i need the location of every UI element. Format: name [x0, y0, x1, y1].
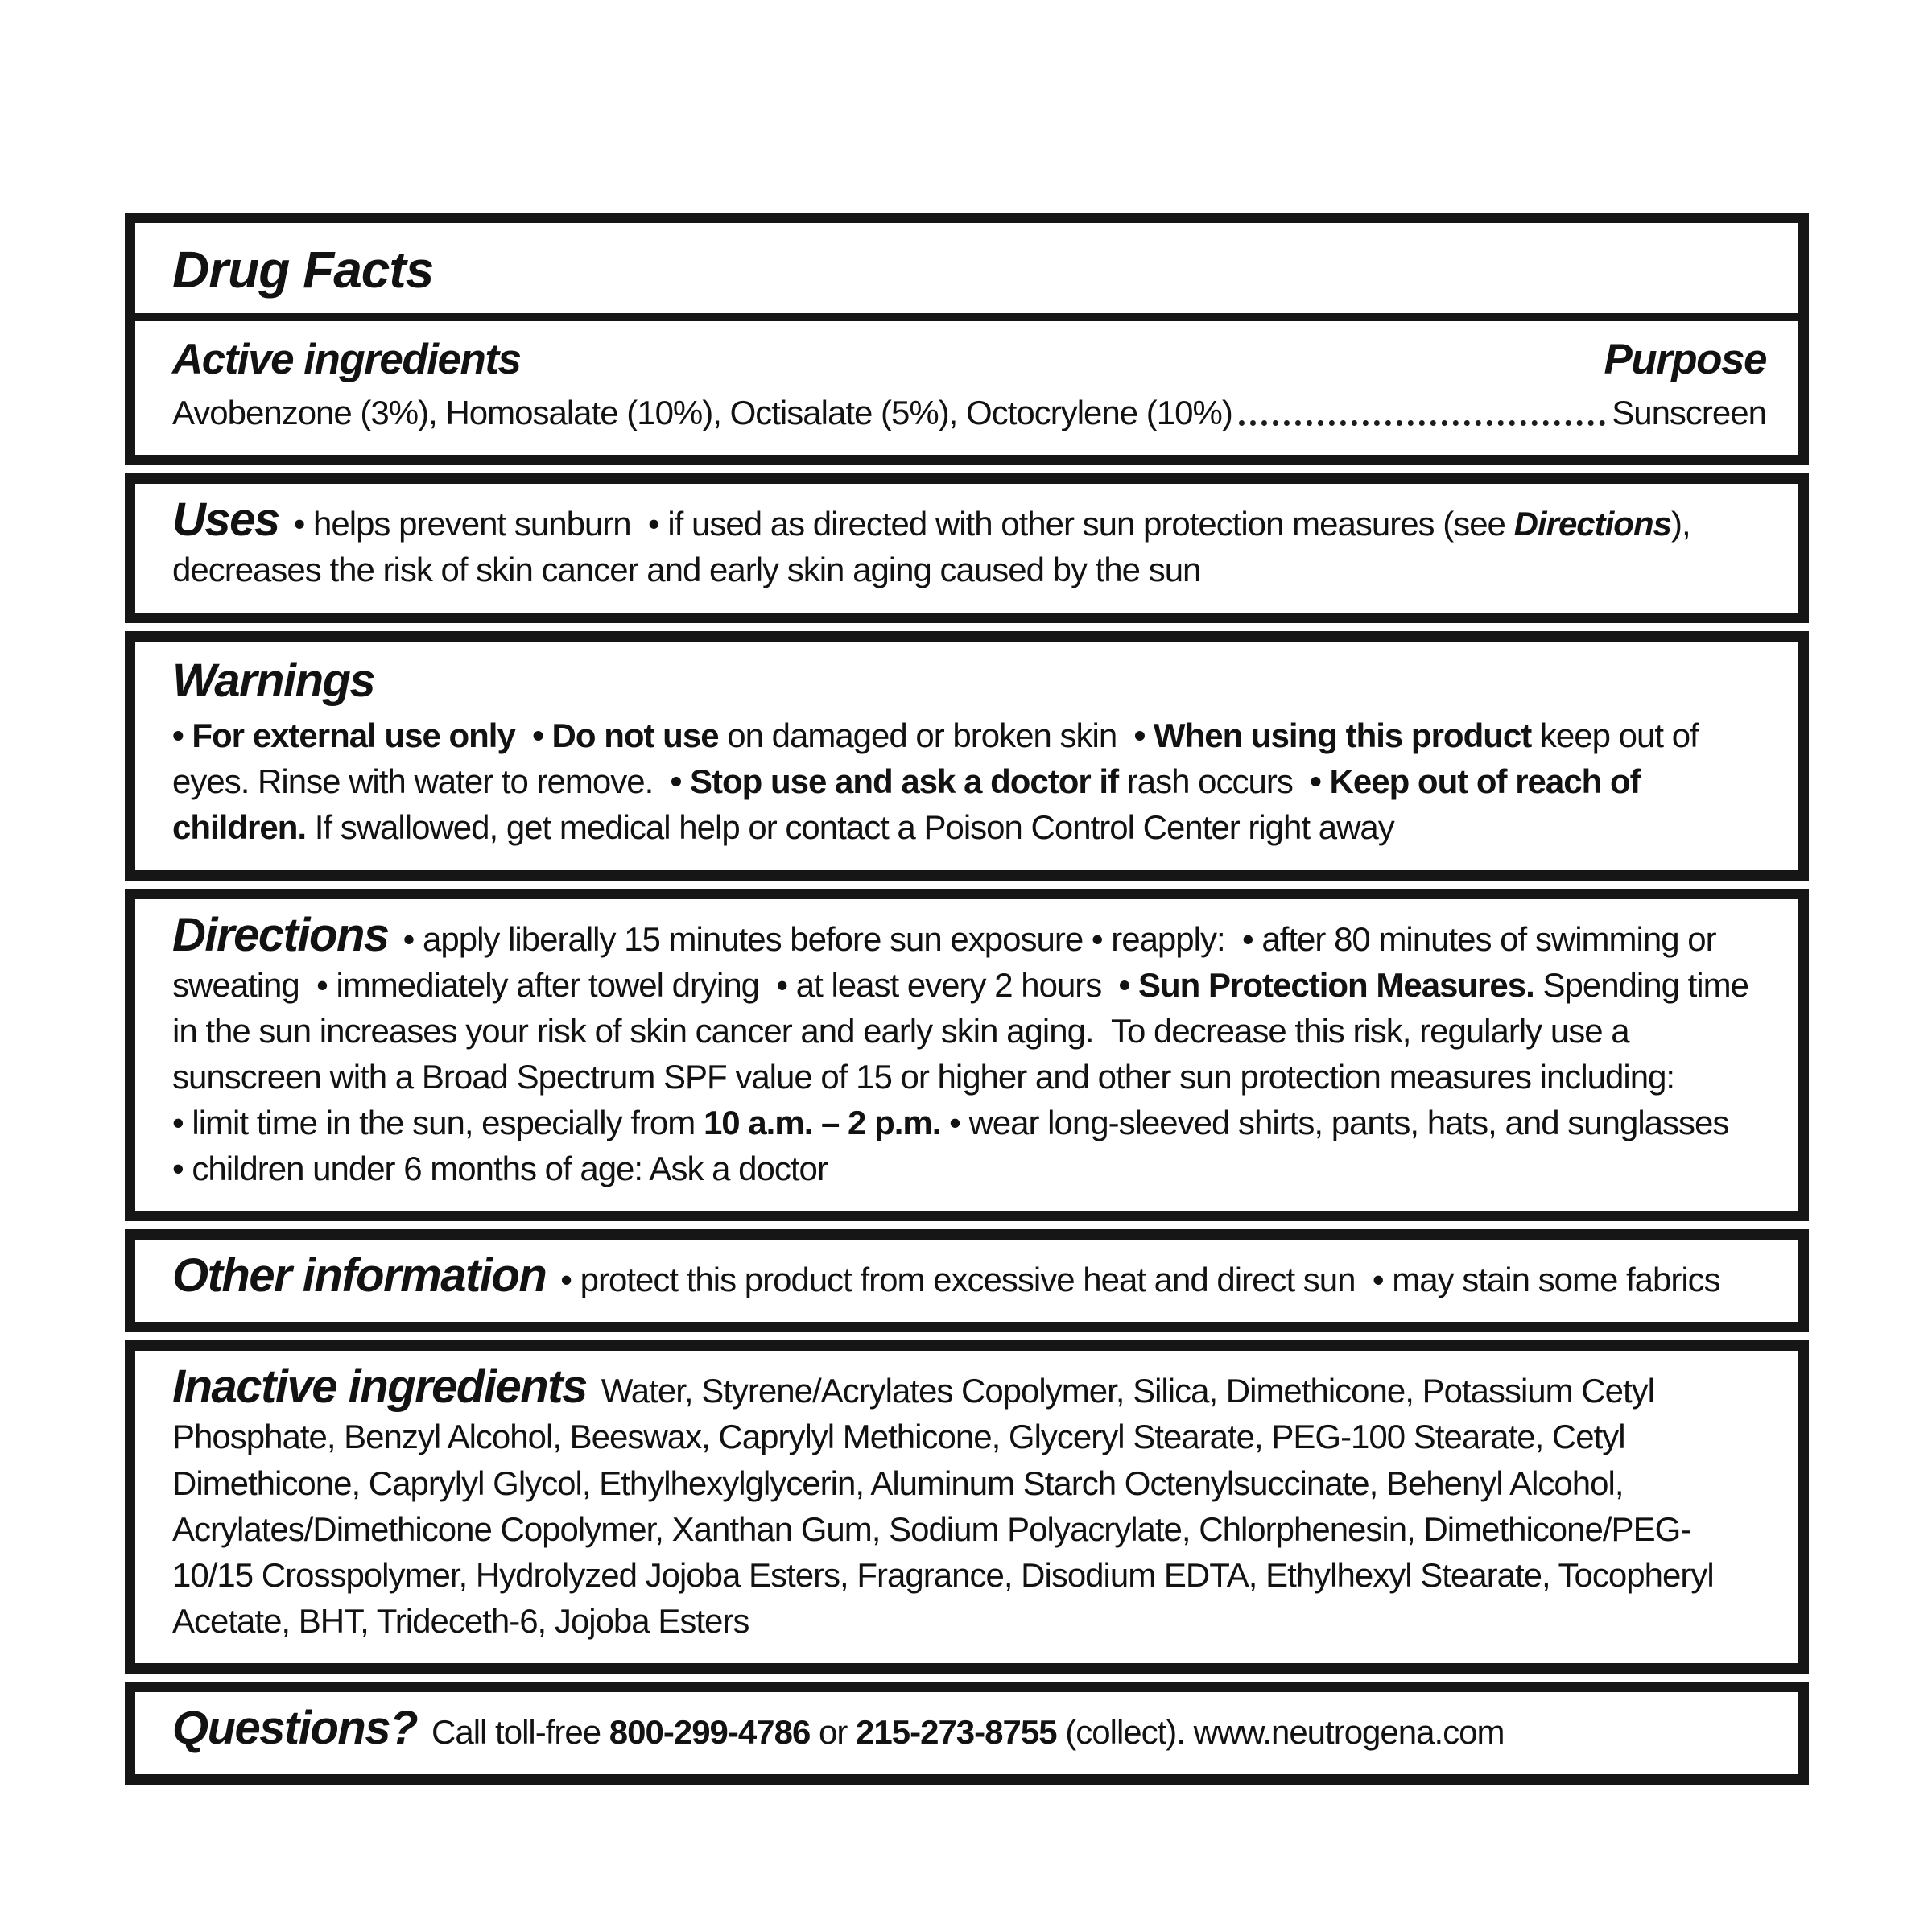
other-information-paragraph [172, 1249, 1766, 1302]
warning-do-not-use: • Do not use [532, 716, 719, 755]
section-inactive-ingredients [125, 1340, 1809, 1674]
section-other-information [125, 1229, 1809, 1332]
uses-directions-ref: Directions [1513, 505, 1671, 543]
website-url: www.neutrogena.com [1193, 1712, 1505, 1751]
directions-hours: 10 a.m. – 2 p.m. [703, 1103, 941, 1141]
collect-number: 215-273-8755 [856, 1712, 1057, 1751]
warnings-text: rash occurs [1118, 762, 1311, 801]
section-active-ingredients [125, 213, 1809, 465]
other-information-text: • protect this product from excessive heat and direct sun • may stain some fabrics [560, 1261, 1720, 1299]
section-warnings [125, 631, 1809, 881]
directions-paragraph [172, 908, 1766, 1192]
purpose-heading: Purpose [1604, 335, 1766, 383]
warnings-text: keep out of eyes. Rinse with water to remove. [172, 716, 1699, 801]
drug-facts-title: Drug Facts [172, 241, 434, 299]
warnings-paragraph [172, 712, 1766, 850]
inactive-ingredients-list: Water, Styrene/Acrylates Copolymer, Silica, Dimethicone, Potassium Cetyl Phosphate, Benzyl Alcohol, Beeswax, Caprylyl Methicone, Glyceryl Stearate, PEG-100 Stearate, Cetyl Dimethicone, Caprylyl Glycol, Ethylhexylglycerin, Aluminum Starch Octenylsuccinate, Behenyl Alcohol, Acrylates/Dimethicone Copolymer, Xanthan Gum, Sodium Polyacrylate, Chlorphenesin, Dimethicone/PEG-10/15 Crosspolymer, Hydrolyzed Jojoba Esters, Fragrance, Disodium EDTA, Ethylhexyl Stearate, Tocopheryl Acetate, BHT, Trideceth-6, Jojoba Esters [172, 1372, 1714, 1640]
questions-text-3: (collect). [1056, 1712, 1194, 1751]
warnings-text: If swallowed, get medical help or contact a Poison Control Center right away [306, 808, 1394, 847]
section-uses [125, 473, 1809, 622]
warning-keep-out-of-reach: • Keep out of reach of children. [172, 762, 1641, 847]
purpose-value: Sunscreen [1612, 394, 1766, 432]
uses-text: • helps prevent sunburn • if used as directed with other sun protection measures (see [293, 505, 1514, 543]
questions-text-2: or [810, 1712, 857, 1751]
directions-text-2: Spending time in the sun increases your risk of skin cancer and early skin aging. To decrease this risk, regularly use a sunscreen with a Broad Spectrum SPF value of 15 or higher and other sun protection measures including: [172, 965, 1748, 1096]
directions-text: • apply liberally 15 minutes before sun exposure • reapply: • after 80 minutes of swimming or sweating • immediately after towel drying • at least every 2 hours [172, 919, 1716, 1004]
other-information-heading: Other information [172, 1249, 547, 1302]
active-ingredients-line [172, 390, 1766, 436]
directions-sun-protection: • Sun Protection Measures. [1118, 965, 1534, 1004]
warnings-heading: Warnings [172, 654, 375, 707]
uses-paragraph [172, 493, 1766, 592]
title-divider [135, 313, 1798, 321]
inactive-ingredients-heading: Inactive ingredients [172, 1360, 587, 1414]
questions-paragraph [172, 1701, 1766, 1755]
active-ingredients-heading: Active ingredients [172, 335, 521, 383]
warning-stop-use: • Stop use and ask a doctor if [670, 762, 1119, 801]
warning-external-use: • For external use only [172, 716, 515, 755]
dotted-leader [1239, 420, 1605, 426]
warnings-text [515, 716, 532, 754]
section-questions [125, 1682, 1809, 1785]
section-directions [125, 889, 1809, 1222]
directions-wear: • wear long-sleeved shirts, pants, hats, and sunglasses [940, 1103, 1729, 1141]
directions-heading: Directions [172, 908, 389, 961]
inactive-ingredients-paragraph [172, 1360, 1766, 1644]
warnings-text: on damaged or broken skin [718, 716, 1134, 755]
drug-facts-label [125, 213, 1809, 1785]
active-ingredients-header-row [172, 334, 1766, 386]
warning-when-using: • When using this product [1133, 716, 1532, 755]
questions-text: Call toll-free [431, 1712, 609, 1751]
uses-heading: Uses [172, 493, 279, 547]
directions-limit-time: • limit time in the sun, especially from [172, 1103, 704, 1141]
toll-free-number: 800-299-4786 [609, 1712, 811, 1751]
active-ingredients-list: Avobenzone (3%), Homosalate (10%), Octisalate (5%), Octocrylene (10%) [172, 394, 1232, 432]
questions-heading: Questions? [172, 1701, 418, 1754]
directions-children: • children under 6 months of age: Ask a doctor [172, 1150, 828, 1188]
uses-text-2: ), decreases the risk of skin cancer and early skin aging caused by the sun [172, 505, 1690, 589]
